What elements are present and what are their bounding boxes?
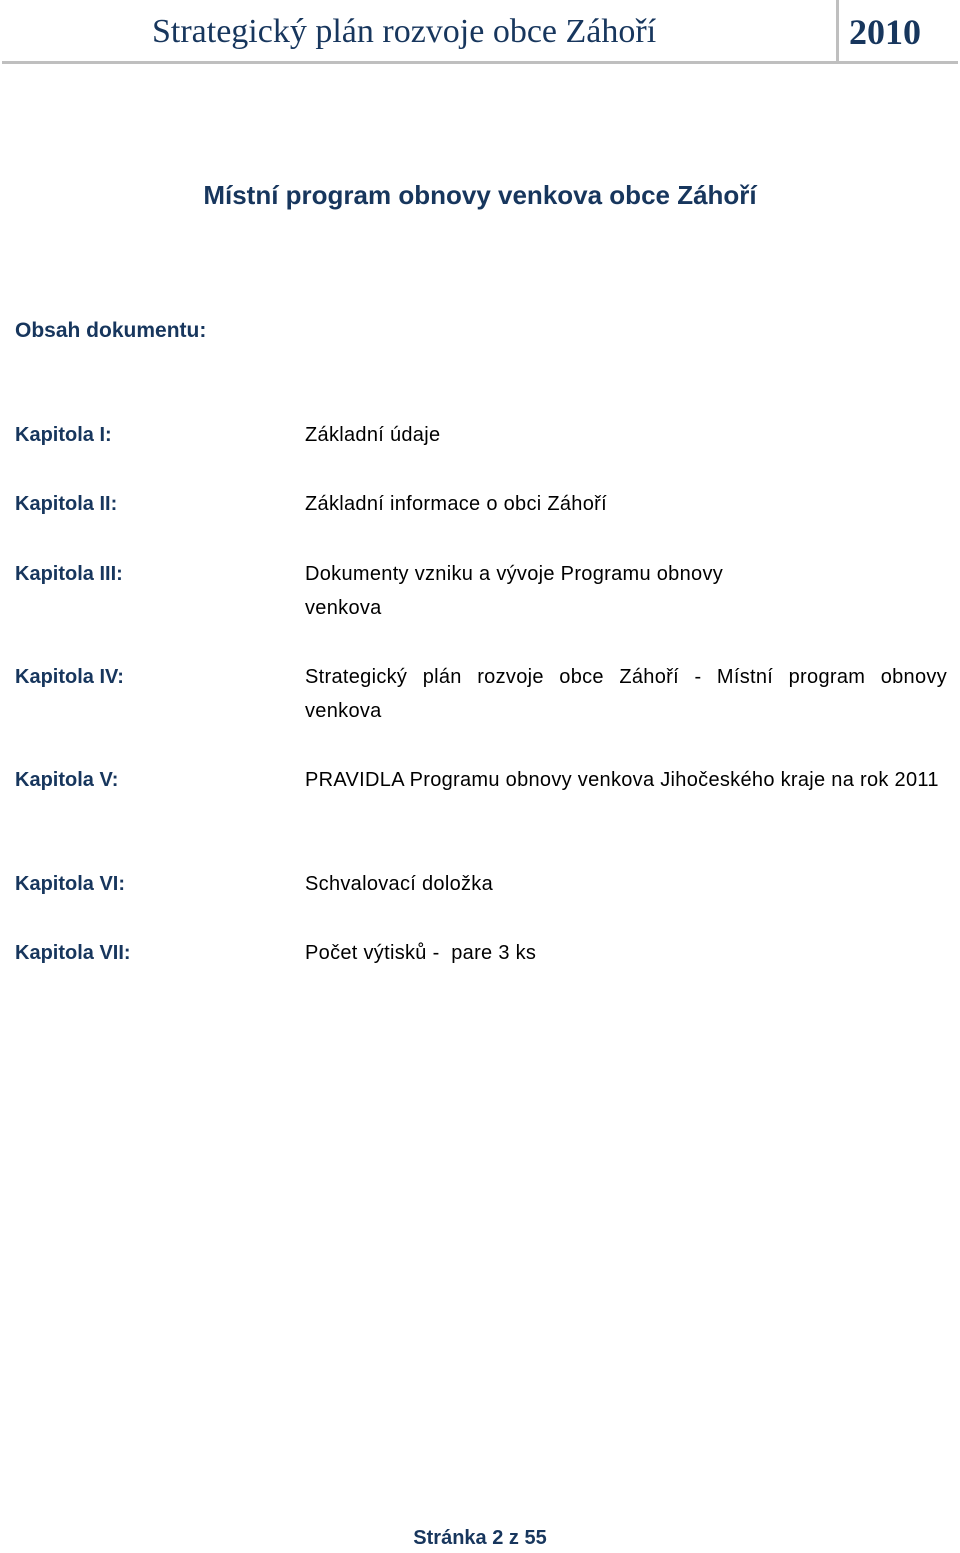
- chapter-label-5: Kapitola V:: [15, 769, 119, 791]
- chapter-label-7: Kapitola VII:: [15, 942, 131, 964]
- chapter-text-4: Strategický plán rozvoje obce Záhoří - Místní program obnovy venkova: [305, 666, 947, 722]
- chapter-label-1: Kapitola I:: [15, 424, 112, 446]
- document-title: Místní program obnovy venkova obce Záhoří: [203, 180, 757, 210]
- chapter-label-4: Kapitola IV:: [15, 666, 124, 688]
- page-number: Stránka 2 z 55: [413, 1527, 547, 1549]
- chapter-text-7: Počet výtisků - pare 3 ks: [305, 942, 537, 964]
- chapter-label-2: Kapitola II:: [15, 493, 118, 515]
- page-header: [0, 0, 960, 64]
- chapter-text-2: Základní informace o obci Záhoří: [305, 493, 607, 515]
- chapter-label-3: Kapitola III:: [15, 563, 123, 585]
- contents-heading: Obsah dokumentu:: [15, 319, 207, 342]
- header-divider: [836, 0, 839, 64]
- chapter-text-3: Dokumenty vzniku a vývoje Programu obnovy venkova: [305, 563, 724, 619]
- chapter-text-5: PRAVIDLA Programu obnovy venkova Jihočeského kraje na rok 2011: [305, 769, 939, 791]
- chapter-label-6: Kapitola VI:: [15, 873, 126, 895]
- chapter-text-6: Schvalovací doložka: [305, 873, 494, 895]
- header-rule: [2, 61, 958, 64]
- header-title: Strategický plán rozvoje obce Záhoří: [152, 13, 657, 50]
- header-year: 2010: [849, 12, 921, 52]
- chapter-text-1: Základní údaje: [305, 424, 441, 446]
